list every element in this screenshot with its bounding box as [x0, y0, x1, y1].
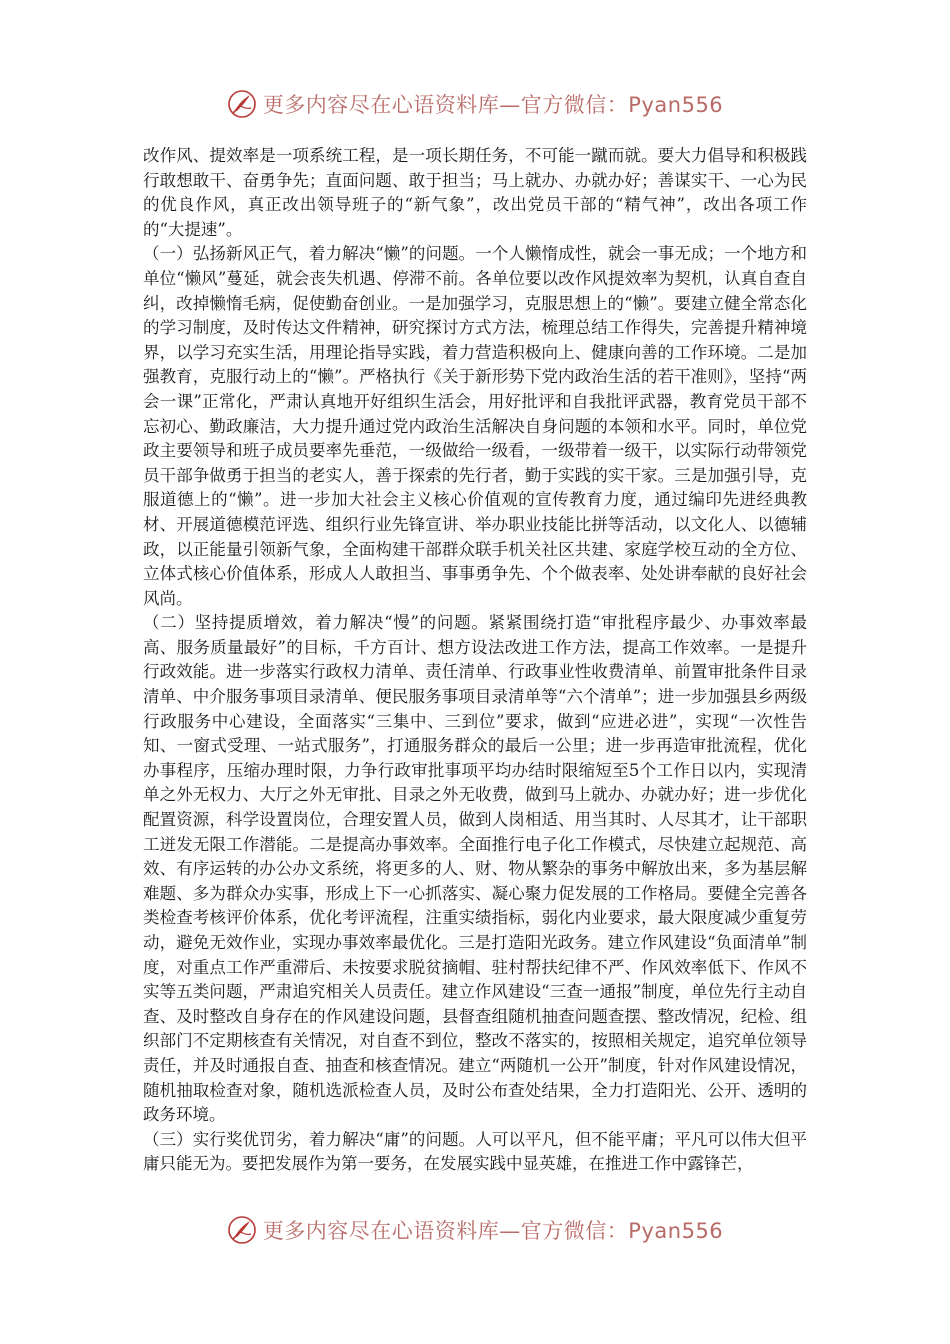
quill-logo-icon: [227, 89, 257, 119]
document-body: [143, 144, 807, 1177]
paragraph-section-2: （二）坚持提质增效，着力解决“慢”的问题。紧紧围绕打造“审批程序最少、办事效率最高、服务质量最好”的目标，千方百计、想方设法改进工作方法，提高工作效率。一是提升行政效能。进一步落实行政权力清单、责任清单、行政事业性收费清单、前置审批条件目录清单、中介服务事项目录清单、便民服务事项目录清单等“六个清单”；进一步加强县乡两级行政服务中心建设，全面落实“三集中、三到位”要求，做到“应进必进”，实现“一次性告知、一窗式受理、一站式服务”，打通服务群众的最后一公里；进一步再造审批流程，优化办事程序，压缩办理时限，力争行政审批事项平均办结时限缩短至5个工作日以内，实现清单之外无权力、大厅之外无审批、目录之外无收费，做到马上就办、办就办好；进一步优化配置资源，科学设置岗位，合理安置人员，做到人岗相适、用当其时、人尽其才，让干部职工迸发无限工作潜能。二是提高办事效率。全面推行电子化工作模式，尽快建立起规范、高效、有序运转的办公办文系统，将更多的人、财、物从繁杂的事务中解放出来，多为基层解难题、多为群众办实事，形成上下一心抓落实、凝心聚力促发展的工作格局。要健全完善各类检查考核评价体系，优化考评流程，注重实绩指标，弱化内业要求，最大限度减少重复劳动，避免无效作业，实现办事效率最优化。三是打造阳光政务。建立作风建设“负面清单”制度，对重点工作严重滞后、未按要求脱贫摘帽、驻村帮扶纪律不严、作风效率低下、作风不实等五类问题，严肃追究相关人员责任。建立作风建设“三查一通报”制度，单位先行主动自查、及时整改自身存在的作风建设问题，县督查组随机抽查问题查摆、整改情况，纪检、组织部门不定期核查有关情况，对自查不到位，整改不落实的，按照相关规定，追究单位领导责任，并及时通报自查、抽查和核查情况。建立“两随机一公开”制度，针对作风建设情况，随机抽取检查对象，随机选派检查人员，及时公布查处结果，全力打造阳光、公开、透明的政务环境。: [143, 613, 807, 1125]
paragraph-section-1: （一）弘扬新风正气，着力解决“懒”的问题。一个人懒惰成性，就会一事无成；一个地方和单位“懒风”蔓延，就会丧失机遇、停滞不前。各单位要以改作风提效率为契机，认真自查自纠，改掉懒惰毛病，促使勤奋创业。一是加强学习，克服思想上的“懒”。要建立健全常态化的学习制度，及时传达文件精神，研究探讨方式方法，梳理总结工作得失，完善提升精神境界，以学习充实生活，用理论指导实践，着力营造积极向上、健康向善的工作环境。二是加强教育，克服行动上的“懒”。严格执行《关于新形势下党内政治生活的若干准则》，坚持“两会一课”正常化，严肃认真地开好组织生活会，用好批评和自我批评武器，教育党员干部不忘初心、勤政廉洁，大力提升通过党内政治生活解决自身问题的本领和水平。同时，单位党政主要领导和班子成员要率先垂范，一级做给一级看，一级带着一级干，以实际行动带领党员干部争做勇于担当的老实人，善于探索的先行者，勤于实践的实干家。三是加强引导，克服道德上的“懒”。进一步加大社会主义核心价值观的宣传教育力度，通过编印先进经典教材、开展道德模范评选、组织行业先锋宣讲、举办职业技能比拼等活动，以文化人、以德辅政，以正能量引领新气象，全面构建干部群众联手机关社区共建、家庭学校互动的全方位、立体式核心价值体系，形成人人敢担当、事事勇争先、个个做表率、处处讲奉献的良好社会风尚。: [143, 244, 807, 608]
footer-banner: [0, 1210, 950, 1250]
header-banner-text: 更多内容尽在心语资料库—官方微信：Pyan556: [262, 93, 724, 117]
paragraph-intro: 改作风、提效率是一项系统工程，是一项长期任务，不可能一蹴而就。要大力倡导和积极践行敢想敢干、奋勇争先；直面问题、敢于担当；马上就办、办就办好；善谋实干、一心为民的优良作风，真正改出领导班子的“新气象”，改出党员干部的“精气神”，改出各项工作的“大提速”。: [143, 146, 807, 239]
header-banner: [0, 84, 950, 124]
quill-logo-icon: [227, 1215, 257, 1245]
footer-banner-text: 更多内容尽在心语资料库—官方微信：Pyan556: [262, 1219, 724, 1243]
paragraph-section-3: （三）实行奖优罚劣，着力解决“庸”的问题。人可以平凡，但不能平庸；平凡可以伟大但平庸只能无为。要把发展作为第一要务，在发展实践中显英雄，在推进工作中露锋芒，: [143, 1129, 807, 1174]
